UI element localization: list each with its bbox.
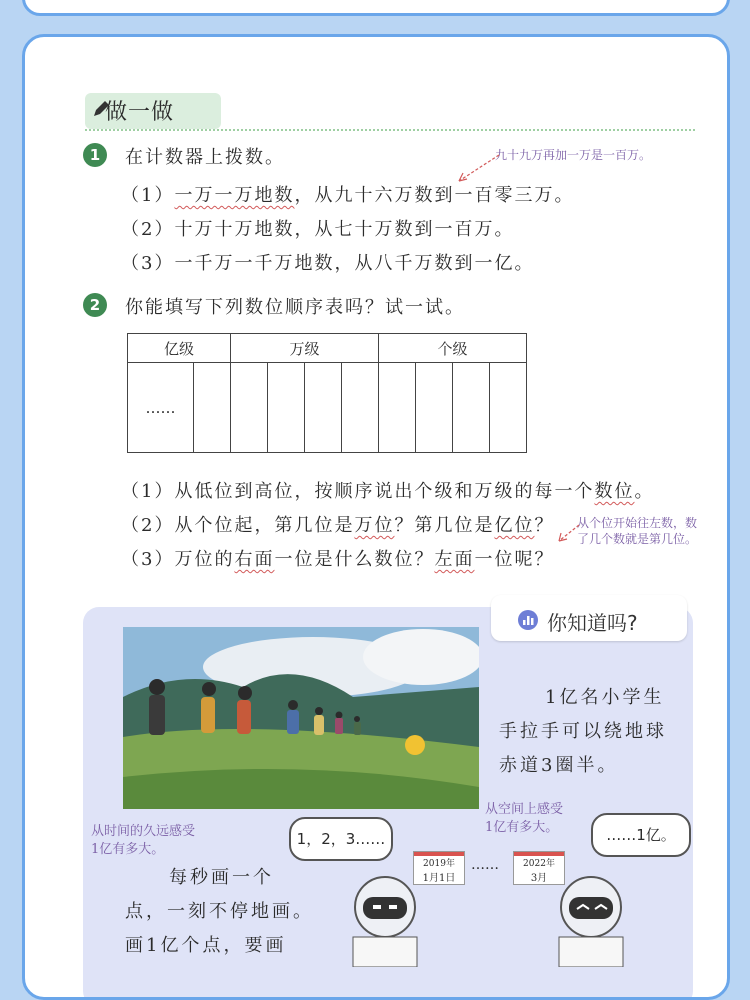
q2-item-2-text: 从个位起，第几位是 bbox=[174, 515, 355, 536]
previous-card bbox=[22, 0, 730, 16]
q2-item-2 bbox=[121, 511, 554, 537]
speech-bubble-counting: 1，2，3…… bbox=[289, 817, 393, 861]
table-cell bbox=[342, 363, 379, 453]
robot-right-illustration bbox=[551, 867, 631, 967]
q2-item-3-underlined: 右面 bbox=[234, 549, 275, 570]
table-cell-ellipsis: …… bbox=[128, 363, 194, 453]
speech-bubble-one-yi: ……1亿。 bbox=[591, 813, 691, 857]
q2-item-3-text: 万位的 bbox=[174, 549, 235, 570]
note-time-line-1: 从时间的久远感受 bbox=[91, 824, 196, 839]
header-wan-level: 万级 bbox=[231, 334, 379, 363]
draw-line-3: 画1亿个点，要画 bbox=[125, 935, 287, 956]
table-cell bbox=[194, 363, 231, 453]
note-time-line-2: 1亿有多大。 bbox=[91, 842, 165, 857]
note-space-line-2: 1亿有多大。 bbox=[485, 820, 559, 835]
q2-item-2-end: ？ bbox=[534, 515, 555, 536]
children-holding-hands-illustration bbox=[123, 627, 479, 809]
header-ge-level: 个级 bbox=[379, 334, 527, 363]
table-cell bbox=[268, 363, 305, 453]
q2-side-note: 从个位开始往左数，数了几个数就是第几位。 bbox=[577, 516, 698, 546]
place-value-table bbox=[127, 333, 527, 453]
q2-item-3-underlined-2: 左面 bbox=[434, 549, 475, 570]
q2-item-3 bbox=[121, 545, 554, 571]
q2-item-1 bbox=[121, 477, 654, 503]
q1-item-1-label: （1） bbox=[121, 185, 175, 206]
dotted-divider bbox=[85, 129, 695, 131]
q2-item-1-end: 。 bbox=[634, 481, 655, 502]
table-cell bbox=[416, 363, 453, 453]
q1-item-2-text: 十万十万地数，从七十万数到一百万。 bbox=[174, 219, 515, 240]
arrow-icon bbox=[553, 523, 583, 547]
page-card bbox=[22, 34, 730, 1000]
arrow-icon bbox=[453, 151, 503, 187]
table-cell bbox=[453, 363, 490, 453]
q1-item-3-text: 一千万一千万地数，从八千万数到一亿。 bbox=[174, 253, 535, 274]
table-cell bbox=[379, 363, 416, 453]
bar-chart-icon bbox=[517, 609, 539, 631]
know-line-1: 1亿名小学生 bbox=[545, 687, 665, 708]
header-yi-level: 亿级 bbox=[128, 334, 231, 363]
q2-item-3-end: 一位呢？ bbox=[474, 549, 555, 570]
calendar-end-date: 3月 bbox=[530, 873, 548, 884]
calendar-start-year: 2019年 bbox=[423, 859, 455, 869]
calendar-ellipsis: …… bbox=[471, 857, 499, 873]
q2-item-2-label: （2） bbox=[121, 515, 175, 536]
question-number-1: 1 bbox=[83, 143, 107, 167]
q2-item-3-label: （3） bbox=[121, 549, 175, 570]
q1-item-3-label: （3） bbox=[121, 253, 175, 274]
q1-side-note: 九十九万再加一万是一百万。 bbox=[495, 148, 652, 162]
q1-item-3 bbox=[121, 249, 534, 275]
q1-item-1-underlined: 一万一万地数 bbox=[174, 185, 295, 206]
q2-item-2-underlined-2: 亿位 bbox=[494, 515, 535, 536]
q2-item-2-underlined: 万位 bbox=[354, 515, 395, 536]
calendar-start-date: 1月1日 bbox=[422, 873, 456, 884]
know-line-2: 手拉手可以绕地球 bbox=[499, 721, 667, 742]
q2-item-1-underlined: 数位 bbox=[594, 481, 635, 502]
q1-item-2-label: （2） bbox=[121, 219, 175, 240]
table-cell bbox=[305, 363, 342, 453]
q2-item-1-label: （1） bbox=[121, 481, 175, 502]
q1-item-2 bbox=[121, 215, 514, 241]
note-time bbox=[91, 823, 195, 859]
note-space bbox=[485, 801, 563, 837]
draw-line-1: 每秒画一个 bbox=[169, 867, 274, 888]
robot-left-illustration bbox=[345, 867, 425, 967]
q2-item-3-mid: 一位是什么数位？ bbox=[274, 549, 435, 570]
did-you-know-title: 你知道吗? bbox=[547, 611, 638, 635]
know-main-text bbox=[499, 681, 667, 783]
q1-title: 在计数器上拨数。 bbox=[125, 147, 285, 168]
calendar-end-year: 2022年 bbox=[523, 859, 555, 869]
know-line-3: 赤道3圈半。 bbox=[499, 755, 619, 776]
q1-item-1-text: ，从九十六万数到一百零三万。 bbox=[294, 185, 575, 206]
note-space-line-1: 从空间上感受 bbox=[485, 802, 564, 817]
q2-title: 你能填写下列数位顺序表吗？试一试。 bbox=[125, 297, 465, 318]
table-cell bbox=[231, 363, 268, 453]
question-number-2: 2 bbox=[83, 293, 107, 317]
draw-line-2: 点，一刻不停地画。 bbox=[125, 901, 314, 922]
section-title: 做一做 bbox=[105, 100, 175, 125]
table-cell bbox=[490, 363, 527, 453]
q2-item-1-text: 从低位到高位，按顺序说出个级和万级的每一个 bbox=[174, 481, 595, 502]
q2-item-2-mid: ？第几位是 bbox=[394, 515, 495, 536]
draw-dots-text bbox=[125, 861, 314, 963]
q1-item-1 bbox=[121, 181, 574, 207]
